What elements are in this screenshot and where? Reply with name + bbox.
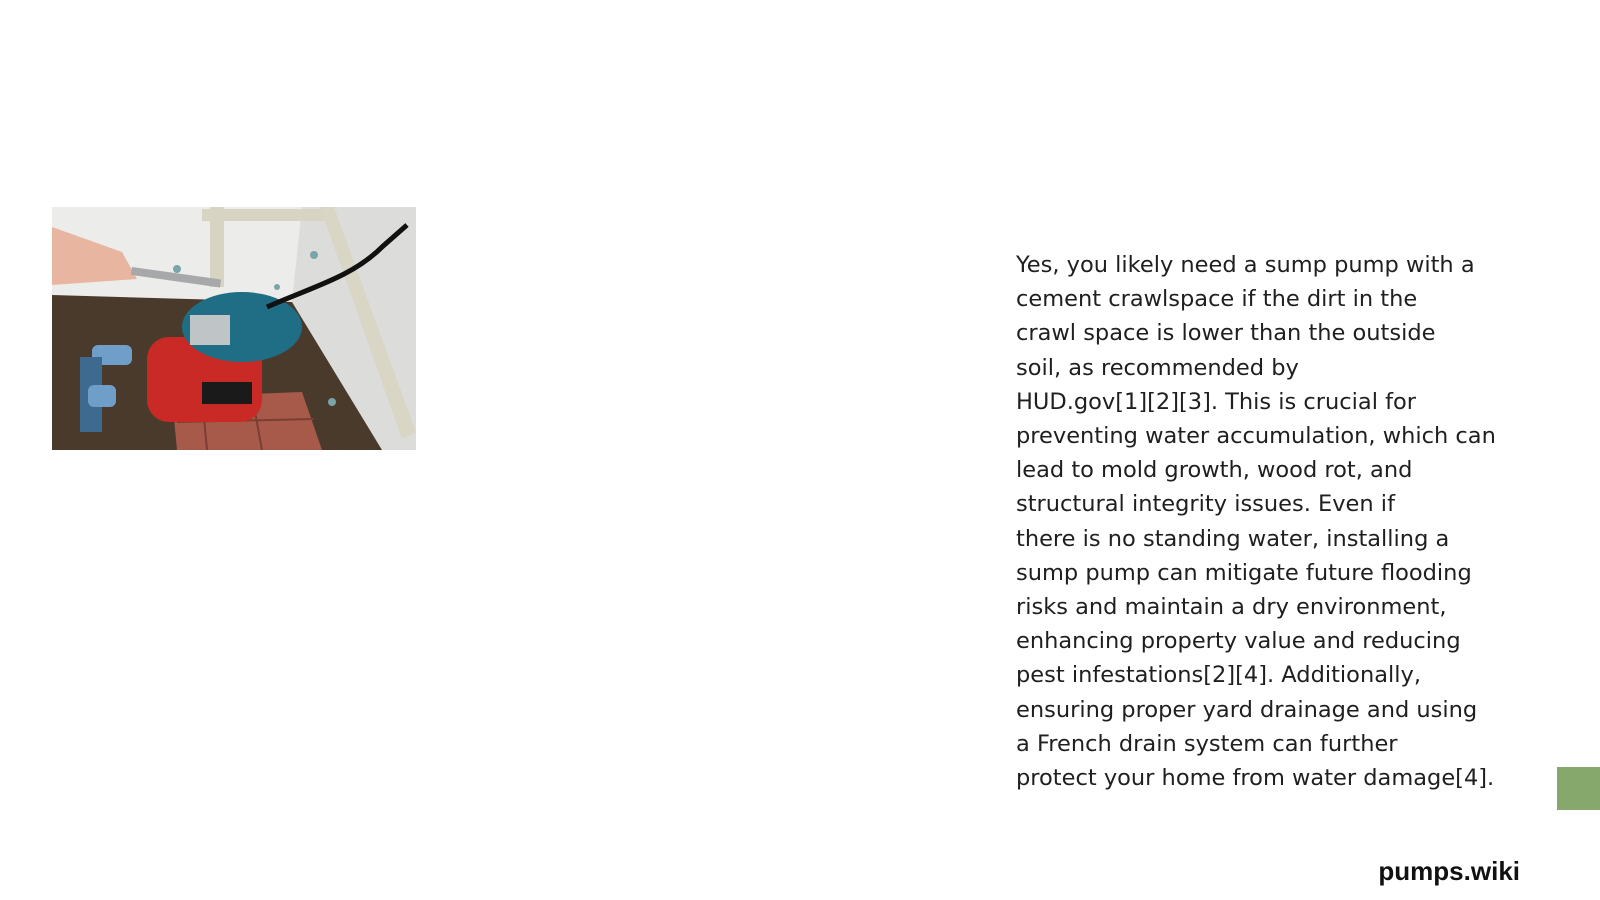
article-text-line: cement crawlspace if the dirt in the	[1016, 286, 1418, 313]
article-text-line: structural integrity issues. Even if	[1016, 491, 1395, 518]
article-text-line: a French drain system can further	[1016, 730, 1398, 757]
article-text-line: Yes, you likely need a sump pump with a	[1016, 252, 1475, 278]
brand-logo-text: pumps.wiki	[1378, 856, 1520, 886]
article-text-line: ensuring proper yard drainage and using	[1016, 696, 1478, 723]
article-text-line: HUD.gov[1][2][3]. This is crucial for	[1016, 388, 1417, 415]
article-text-line: protect your home from water damage[4].	[1016, 765, 1495, 792]
article-text-line: sump pump can mitigate future flooding	[1016, 559, 1472, 586]
article-text-line: preventing water accumulation, which can	[1016, 423, 1496, 450]
article-text-line: there is no standing water, installing a	[1016, 525, 1450, 552]
accent-block	[1557, 767, 1600, 810]
article-text-line: risks and maintain a dry environment,	[1016, 594, 1447, 621]
article-body-text	[1016, 248, 1556, 795]
article-text-line: lead to mold growth, wood rot, and	[1016, 457, 1413, 484]
article-text-line: enhancing property value and reducing	[1016, 628, 1461, 655]
article-text-line: soil, as recommended by	[1016, 354, 1299, 381]
article-text-line: pest infestations[2][4]. Additionally,	[1016, 662, 1421, 689]
article-text-line: crawl space is lower than the outside	[1016, 320, 1436, 347]
sump-pump-photo	[52, 207, 416, 450]
